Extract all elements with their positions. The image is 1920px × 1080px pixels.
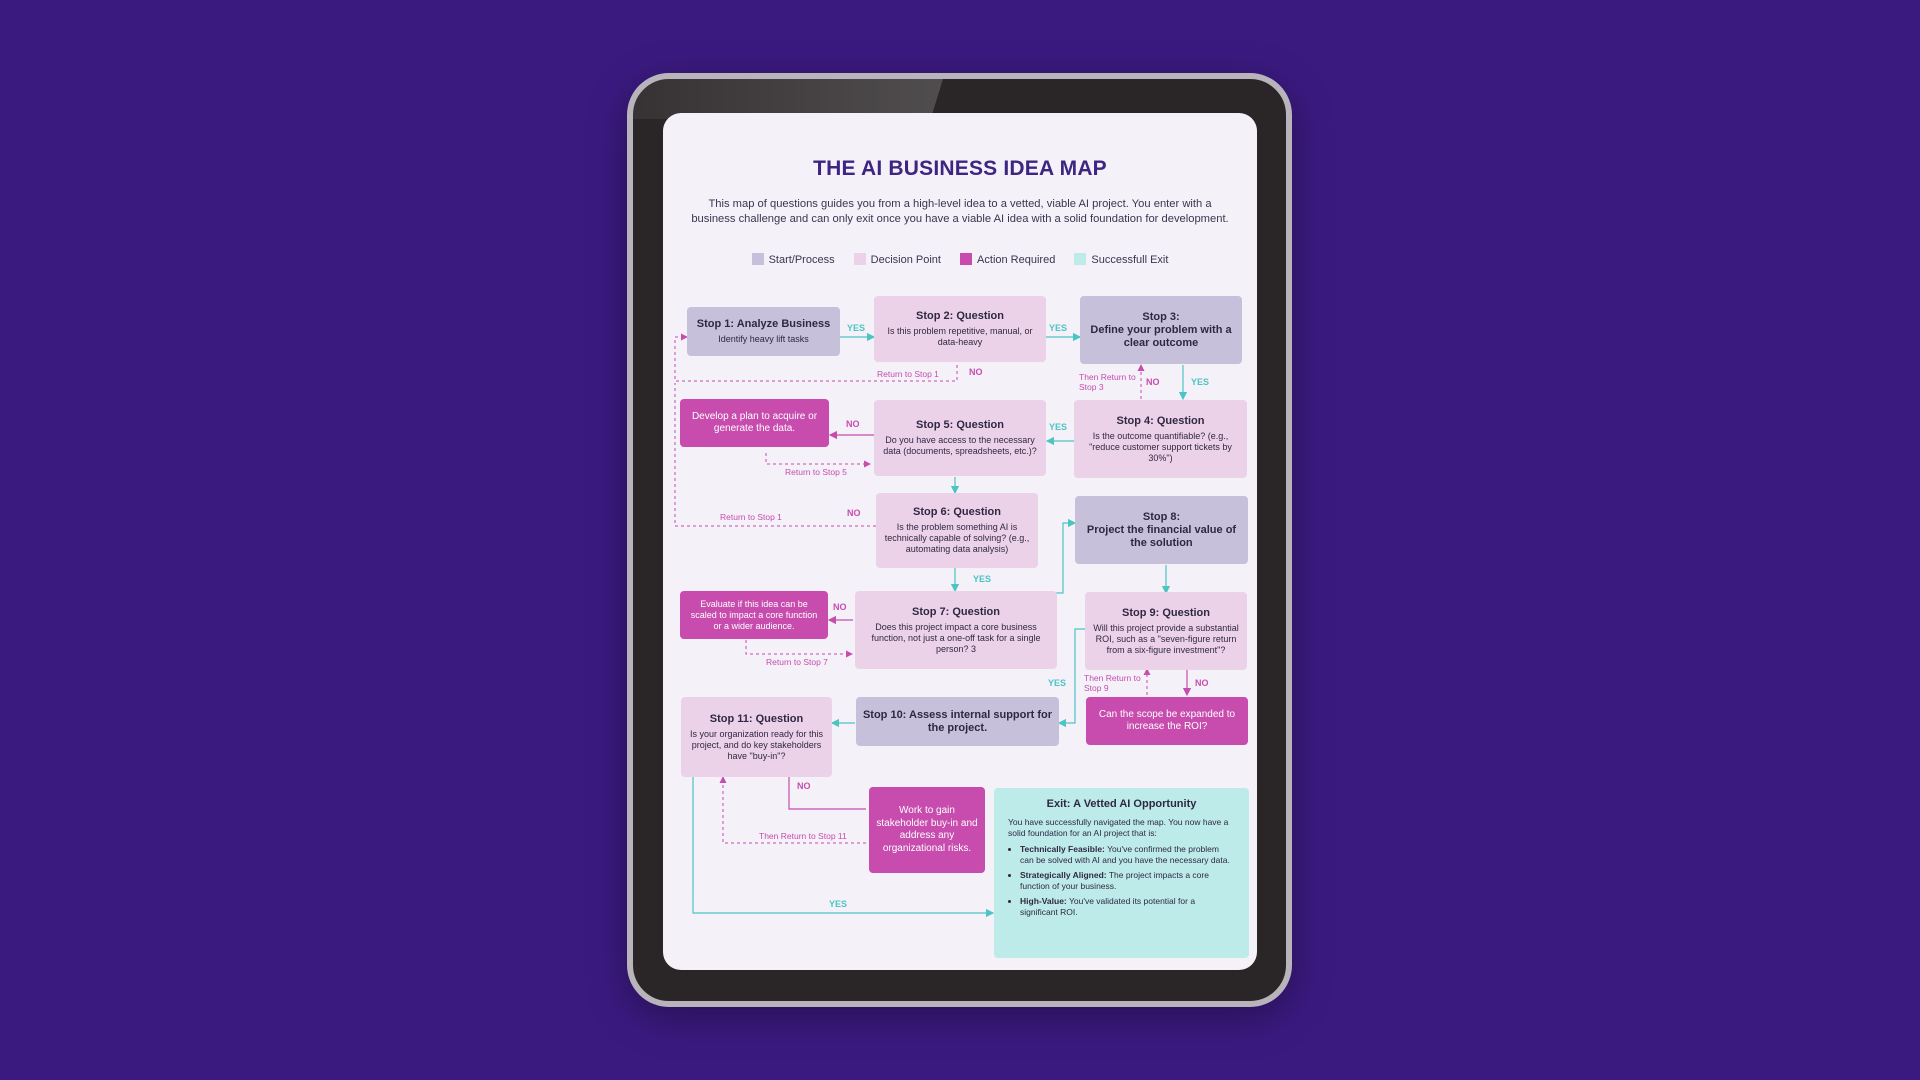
label-no-stop4: NO <box>1146 377 1160 387</box>
node-stop7-title: Stop 7: Question <box>912 605 1000 618</box>
node-stop10-title: Stop 10: Assess internal support for the project. <box>862 708 1053 734</box>
node-action-scale-title: Evaluate if this idea can be scaled to impact a core function or a wider audience. <box>690 598 818 631</box>
node-stop7-body: Does this project impact a core business function, not just a one-off task for a single person? 3 <box>871 621 1041 654</box>
tablet-screen <box>663 113 1257 970</box>
exit-item <box>1020 844 1235 865</box>
label-yes-stop3-stop4: YES <box>1191 377 1210 387</box>
node-action-scale <box>680 591 828 639</box>
return-action-stop7 <box>746 640 852 654</box>
intro-text: This map of questions guides you from a high-level idea to a vetted, viable AI project. You enter with a business challenge and can only exit once you have a viable AI idea with a solid foundation for development. <box>691 198 1229 225</box>
node-stop8-body: Project the financial value of the solution <box>1086 523 1237 549</box>
return-action-stop5 <box>766 453 870 464</box>
label-return-stop7: Return to Stop 7 <box>766 657 828 667</box>
exit-item-term: Technically Feasible: <box>1020 844 1105 854</box>
label-then-return-stop11: Then Return to Stop 11 <box>759 831 847 841</box>
node-stop9-title: Stop 9: Question <box>1122 606 1210 619</box>
node-stop4-body: Is the outcome quantifiable? (e.g., "reduce customer support tickets by 30%") <box>1089 430 1232 463</box>
node-stop8-title: Stop 8: <box>1142 510 1181 523</box>
legend-label-successful-exit: Successfull Exit <box>1091 254 1169 266</box>
label-yes-stop11-exit: YES <box>829 899 848 909</box>
node-stop5-body: Do you have access to the necessary data (documents, spreadsheets, etc.)? <box>883 435 1037 456</box>
node-stop9-body: Will this project provide a substantial ROI, such as a "seven-figure return from a six-figure investment"? <box>1093 622 1239 655</box>
label-yes-stop2-stop3: YES <box>1049 323 1068 333</box>
label-yes-stop1-stop2: YES <box>847 323 866 333</box>
label-yes-stop6-stop7: YES <box>973 574 992 584</box>
label-then-return-stop9: Then Return to Stop 9 <box>1084 673 1141 693</box>
node-stop8 <box>1075 496 1248 564</box>
node-stop11 <box>681 697 832 777</box>
node-action-roi-title: Can the scope be expanded to increase the ROI? <box>1098 708 1236 732</box>
exit-intro: You have successfully navigated the map. You now have a solid foundation for an AI project that is: <box>1008 817 1229 838</box>
legend-label-start-process: Start/Process <box>768 254 835 266</box>
label-no-stop11: NO <box>797 781 811 791</box>
page-title: THE AI BUSINESS IDEA MAP <box>813 157 1107 180</box>
node-stop11-body: Is your organization ready for this project, and do key stakeholders have "buy-in"? <box>689 728 824 761</box>
exit-item <box>1020 870 1235 891</box>
node-stop7 <box>855 591 1057 669</box>
exit-list <box>1008 844 1235 922</box>
label-yes-stop4-stop5: YES <box>1049 422 1068 432</box>
node-stop11-title: Stop 11: Question <box>709 712 804 725</box>
node-action-data-title: Develop a plan to acquire or generate the data. <box>691 410 818 434</box>
label-no-stop5: NO <box>846 419 860 429</box>
label-no-stop7: NO <box>833 602 847 612</box>
node-stop1-title: Stop 1: Analyze Business <box>696 318 831 330</box>
label-return-stop1-b: Return to Stop 1 <box>720 512 782 522</box>
node-stop1 <box>687 307 840 356</box>
node-stop1-body: Identify heavy lift tasks <box>718 334 809 344</box>
exit-title: Exit: A Vetted AI Opportunity <box>1046 798 1197 810</box>
exit-item-term: Strategically Aligned: <box>1020 870 1107 880</box>
node-stop5 <box>874 400 1046 476</box>
node-stop3-body: Define your problem with a clear outcome <box>1090 323 1232 349</box>
node-stop6-body: Is the problem something AI is technically capable of solving? (e.g., automating data analysis) <box>884 522 1030 554</box>
label-return-stop5: Return to Stop 5 <box>785 467 847 477</box>
node-action-buyin-title: Work to gain stakeholder buy-in and address any organizational risks. <box>876 805 978 854</box>
node-action-roi <box>1086 697 1248 745</box>
node-stop9 <box>1085 592 1247 670</box>
node-stop6-title: Stop 6: Question <box>913 506 1001 518</box>
label-yes-stop9-stop10: YES <box>1048 678 1067 688</box>
exit-item-text: You've validated its potential for a significant ROI. <box>1020 896 1196 917</box>
exit-item-text: You've confirmed the problem can be solved with AI and you have the necessary data. <box>1020 844 1230 865</box>
exit-item <box>1020 896 1235 917</box>
node-stop6 <box>876 493 1038 568</box>
label-then-return-stop3: Then Return to Stop 3 <box>1079 372 1136 392</box>
edge-stop7-stop8 <box>1055 523 1075 593</box>
node-stop3 <box>1080 296 1242 364</box>
node-exit <box>994 788 1249 958</box>
node-stop10 <box>856 697 1059 746</box>
node-action-data <box>680 399 829 447</box>
exit-item-text: The project impacts a core function of your business. <box>1020 870 1209 891</box>
node-stop3-title: Stop 3: <box>1142 310 1180 323</box>
legend-label-action-required: Action Required <box>977 254 1056 266</box>
node-stop5-title: Stop 5: Question <box>916 419 1004 431</box>
node-stop2-body: Is this problem repetitive, manual, or data-heavy <box>887 326 1033 347</box>
node-stop2 <box>874 296 1046 362</box>
label-no-stop2: NO <box>969 367 983 377</box>
label-no-stop9: NO <box>1195 678 1209 688</box>
legend-label-decision-point: Decision Point <box>870 254 941 266</box>
node-stop4 <box>1074 400 1247 478</box>
label-return-stop1-a: Return to Stop 1 <box>877 369 939 379</box>
label-no-stop6: NO <box>847 508 861 518</box>
node-action-buyin <box>869 787 985 873</box>
node-stop2-title: Stop 2: Question <box>916 310 1004 322</box>
node-stop4-title: Stop 4: Question <box>1116 414 1205 427</box>
edge-stop9-stop10 <box>1059 629 1085 723</box>
exit-item-term: High-Value: <box>1020 896 1067 906</box>
